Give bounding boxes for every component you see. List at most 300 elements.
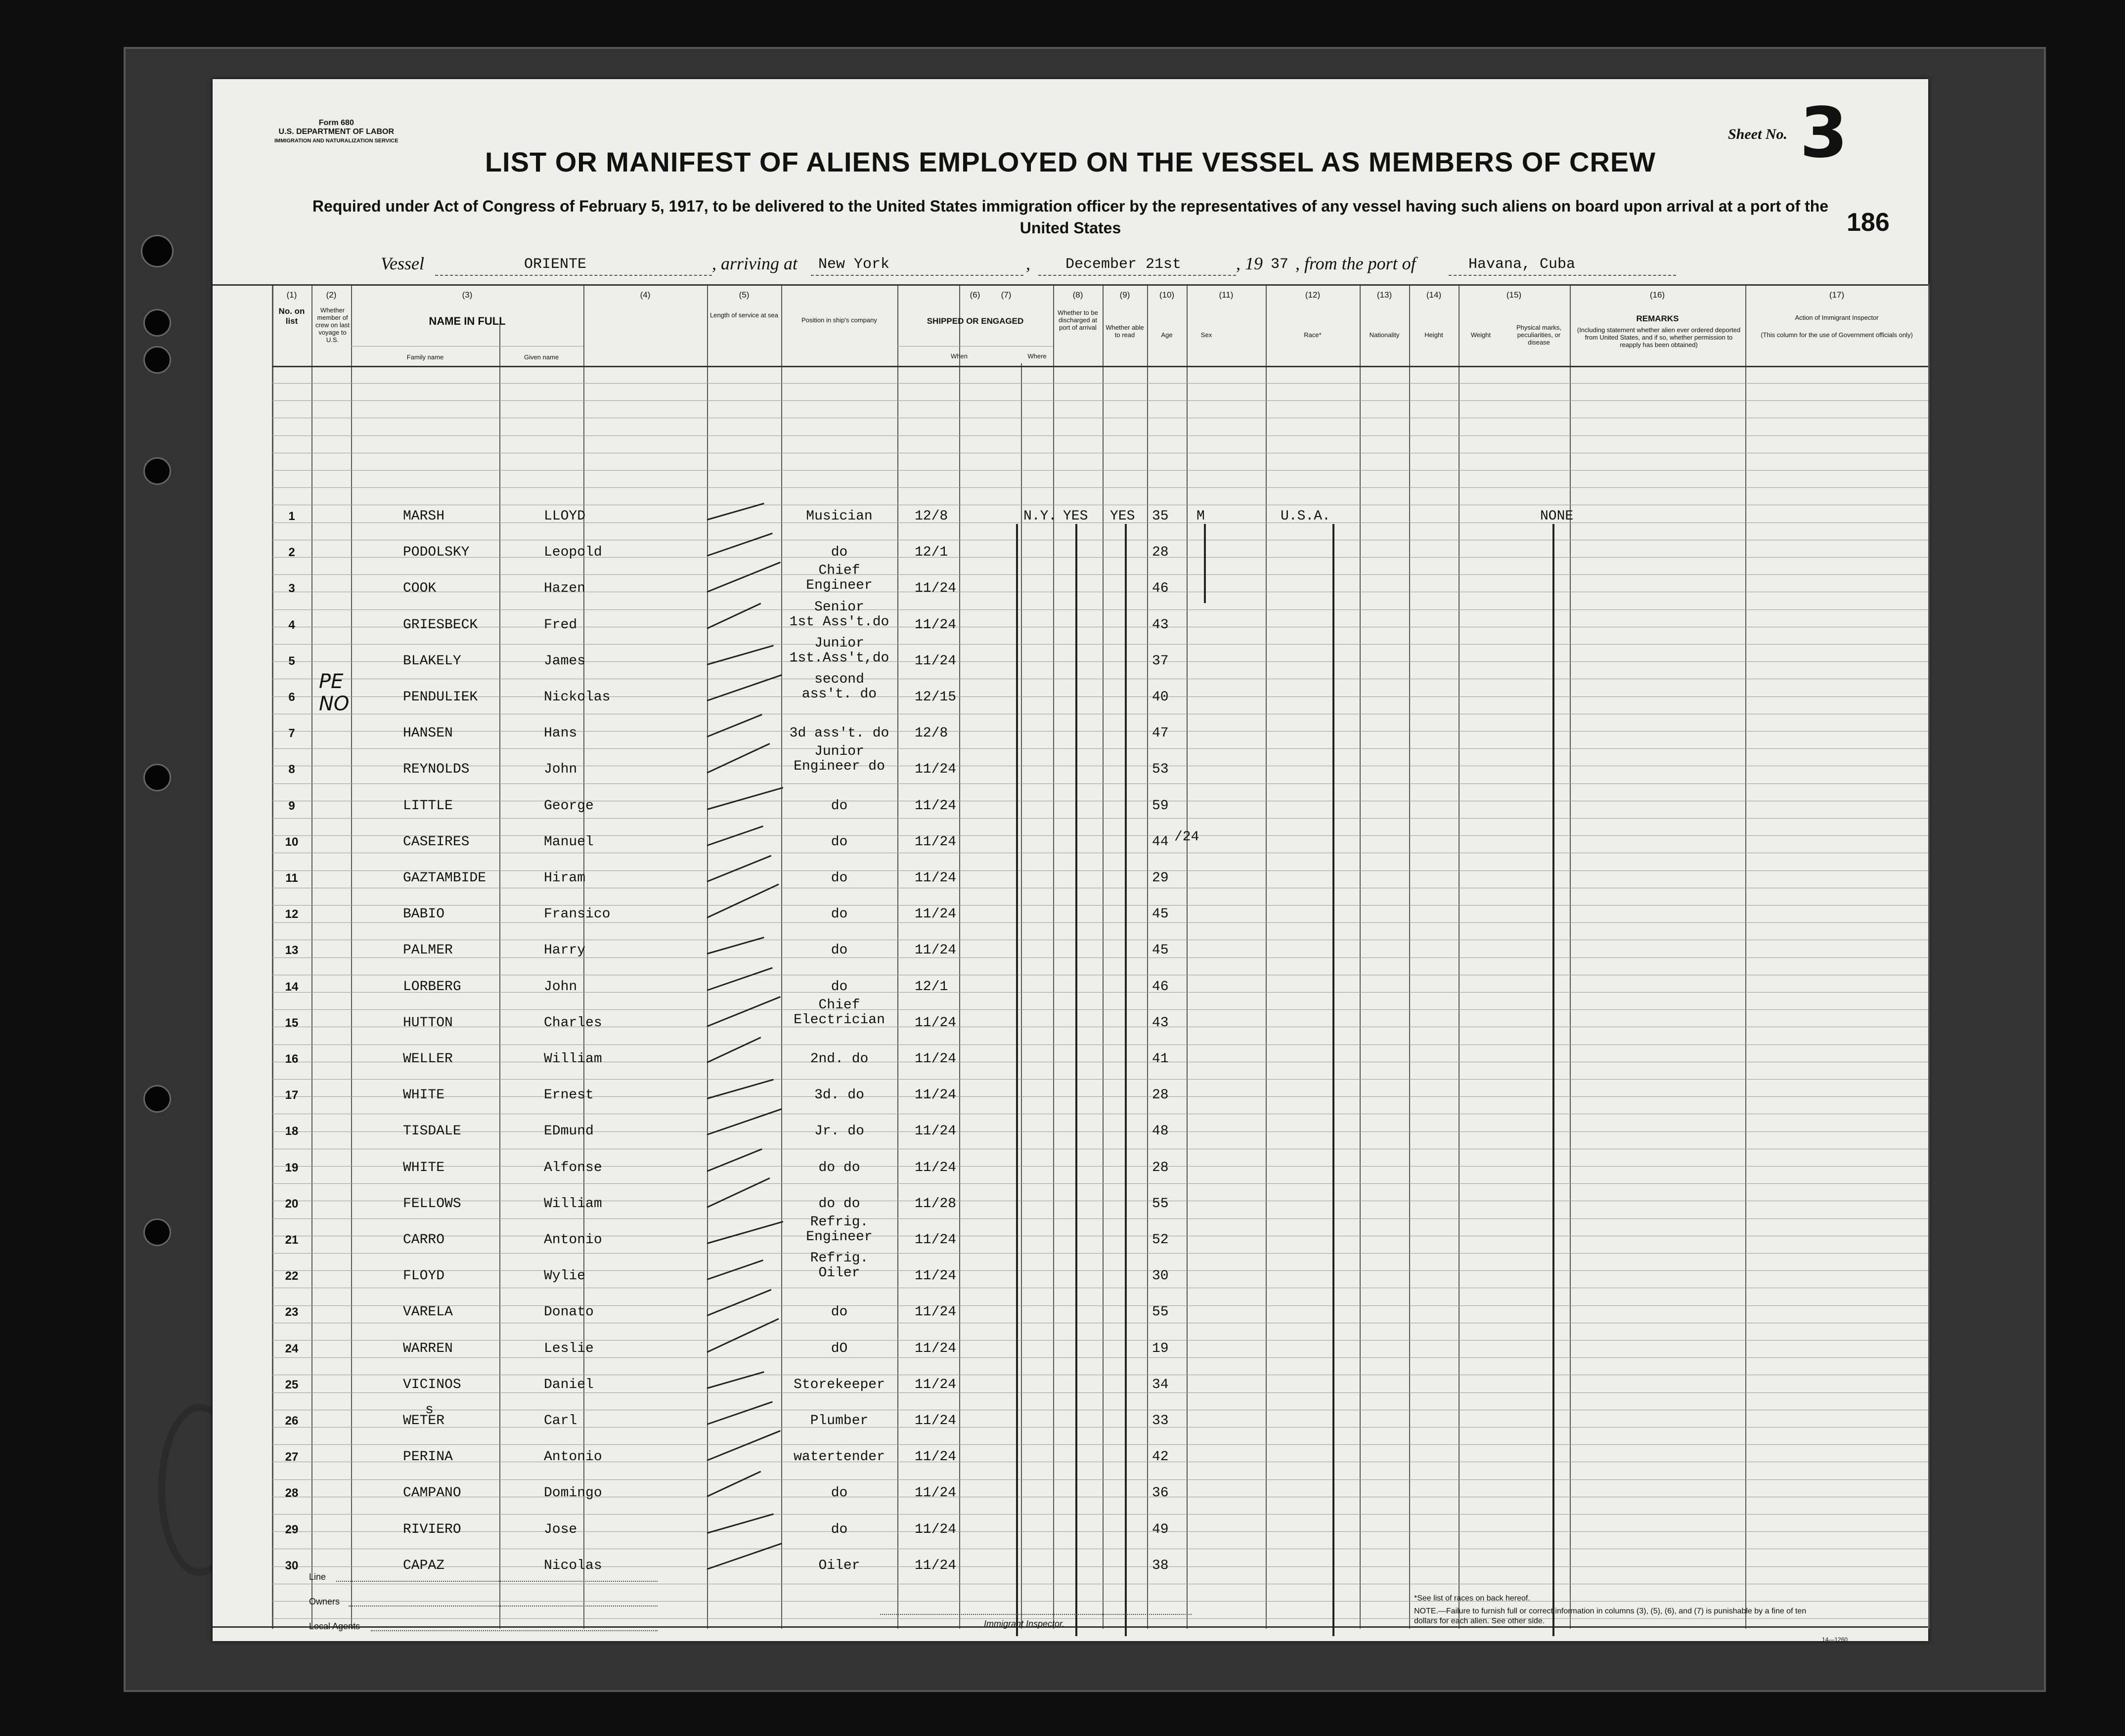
family-name: RIVIERO — [403, 1521, 461, 1537]
race-note: *See list of races on back hereof. — [1414, 1594, 1530, 1603]
position-line-2: Oiler — [818, 1265, 860, 1281]
header-remarks: REMARKS — [1636, 314, 1679, 323]
given-name: Fransico — [544, 907, 611, 922]
position: do do — [818, 1160, 860, 1175]
family-name: GRIESBECK — [403, 617, 478, 633]
shipped-where: N.Y. — [1023, 509, 1057, 524]
row-number: 17 — [285, 1088, 299, 1102]
column-number: (13) — [1376, 290, 1392, 300]
shipped-when: 11/24 — [915, 1124, 957, 1139]
family-name: CARRO — [403, 1232, 445, 1248]
header-where: Where — [1027, 352, 1047, 360]
departure-port: Havana, Cuba — [1468, 256, 1576, 273]
family-name: LORBERG — [403, 979, 461, 995]
sheet-label: Sheet No. — [1728, 126, 1787, 142]
owners-label: Owners — [309, 1597, 340, 1606]
binder-hole — [143, 1218, 171, 1246]
age: 37 — [1152, 653, 1169, 669]
given-name: Nickolas — [544, 690, 611, 705]
nationality: U.S.A. — [1281, 509, 1330, 524]
column-number: (14) — [1426, 290, 1442, 300]
position: do — [831, 907, 848, 922]
table-top-rule — [213, 284, 1928, 286]
physical-marks: NONE — [1540, 509, 1574, 524]
service-check-mark — [707, 1401, 773, 1425]
header-no-on-list: No. on list — [278, 306, 305, 326]
row-number: 24 — [285, 1342, 299, 1355]
family-name: PALMER — [403, 943, 453, 958]
position: Plumber — [810, 1413, 869, 1429]
family-name: WARREN — [403, 1341, 453, 1356]
given-name: Leopold — [544, 545, 602, 561]
grid-rule — [272, 1079, 1928, 1080]
grid-rule — [272, 1131, 1928, 1132]
row-number: 9 — [288, 799, 295, 813]
header-height: Height — [1424, 331, 1443, 339]
age: 28 — [1152, 545, 1169, 561]
header-discharged: Whether to be discharged at port of arrival — [1058, 309, 1098, 331]
given-name: Domingo — [544, 1485, 602, 1501]
penalty-note: NOTE.—Failure to furnish full or correct information in columns (3), (5), (6), and (7) is punishable by a fine of ten dollars for each alien. See other side. — [1414, 1607, 1807, 1625]
column-number: (4) — [640, 290, 651, 300]
grid-rule — [272, 470, 1928, 471]
shipped-when: 11/24 — [915, 1449, 957, 1465]
column-number: (1) — [286, 290, 297, 300]
grid-rule — [272, 383, 1928, 384]
age: 44 — [1152, 834, 1169, 850]
shipped-subheader-rule — [897, 346, 1053, 347]
position: do — [831, 870, 848, 886]
position: do do — [818, 1196, 860, 1212]
local-agents-label: Local Agents — [309, 1621, 360, 1631]
row-number: 25 — [285, 1378, 299, 1391]
position: do — [831, 798, 848, 814]
grid-rule — [272, 748, 1928, 749]
grid-rule — [272, 818, 1928, 819]
header-bottom-rule — [272, 366, 1928, 367]
print-code: 14—1260 — [1822, 1636, 1848, 1643]
position: do — [831, 1304, 848, 1320]
position-line-2: Engineer — [806, 1229, 873, 1245]
grid-rule — [272, 1305, 1928, 1306]
header-last-voyage: Whether member of crew on last voyage to U.S. — [315, 306, 350, 344]
family-name-correction: s — [425, 1402, 434, 1418]
age: 41 — [1152, 1051, 1169, 1067]
header-weight: Weight — [1470, 331, 1491, 339]
given-name: George — [544, 798, 594, 814]
grid-rule — [272, 1601, 1928, 1602]
row-number: 28 — [285, 1486, 299, 1500]
column-number: (16) — [1649, 290, 1665, 300]
grid-rule — [272, 922, 1928, 923]
position: do — [831, 943, 848, 958]
shipped-when: 12/15 — [915, 690, 957, 705]
shipped-when: 11/24 — [915, 798, 957, 814]
service-check-mark — [707, 855, 771, 882]
service-check-mark — [707, 884, 779, 918]
given-name: John — [544, 979, 577, 995]
ditto-line — [1552, 524, 1554, 1636]
form-number: Form 680 — [318, 119, 354, 127]
position-line-2: 1st Ass't.do — [789, 614, 889, 630]
row-number: 11 — [285, 871, 298, 885]
age: 55 — [1152, 1196, 1169, 1212]
family-name: WHITE — [403, 1160, 445, 1175]
handwritten-note: NO — [319, 693, 350, 715]
shipped-when: 11/24 — [915, 1485, 957, 1501]
row-number: 26 — [285, 1414, 299, 1428]
row-number: 27 — [285, 1450, 299, 1464]
given-name: James — [544, 653, 586, 669]
service-check-mark — [707, 1037, 761, 1063]
age: 42 — [1152, 1449, 1169, 1465]
service-check-mark — [707, 967, 773, 991]
position: Chief — [818, 563, 860, 579]
sex: M — [1196, 509, 1205, 524]
column-number: (9) — [1119, 290, 1130, 300]
shipped-when: 11/24 — [915, 943, 957, 958]
arrival-year: 37 — [1271, 256, 1289, 273]
age: 33 — [1152, 1413, 1169, 1429]
position: do — [831, 545, 848, 561]
position-line-2: Electrician — [794, 1012, 885, 1028]
year-label: , 19 — [1236, 254, 1263, 273]
age: 47 — [1152, 726, 1169, 741]
grid-rule — [272, 957, 1928, 958]
grid-rule — [272, 400, 1928, 401]
shipped-when: 11/24 — [915, 1087, 957, 1103]
age: 19 — [1152, 1341, 1169, 1356]
vessel-name: ORIENTE — [524, 256, 587, 273]
service-check-mark — [707, 1148, 762, 1172]
ditto-line — [1204, 524, 1206, 603]
service-check-mark — [707, 1289, 771, 1316]
header-able-to-read: Whether able to read — [1106, 324, 1144, 339]
shipped-when: 11/24 — [915, 1341, 957, 1356]
family-name: FLOYD — [403, 1268, 445, 1284]
row-number: 12 — [285, 908, 299, 921]
grid-rule — [272, 557, 1928, 558]
comma-1: , — [1026, 254, 1030, 273]
manifest-sheet — [213, 79, 1928, 1641]
grid-rule — [272, 1392, 1928, 1393]
grid-rule — [272, 644, 1928, 645]
column-number: (10) — [1159, 290, 1175, 300]
column-number: (3) — [462, 290, 473, 300]
row-number: 6 — [288, 691, 295, 704]
row-number: 22 — [285, 1269, 299, 1283]
grid-rule — [272, 1096, 1928, 1097]
able-to-read: YES — [1110, 509, 1135, 524]
handwritten-note: PE — [319, 670, 344, 693]
service-check-mark — [707, 645, 774, 665]
subcolumn-rule — [499, 324, 500, 1629]
position: Refrig. — [810, 1251, 869, 1266]
column-number: (5) — [739, 290, 750, 300]
row-number: 7 — [288, 727, 295, 740]
service-check-mark — [707, 1371, 764, 1389]
header-age: Age — [1161, 331, 1173, 339]
grid-rule — [272, 1566, 1928, 1567]
age: 53 — [1152, 762, 1169, 778]
grid-rule — [272, 487, 1928, 488]
row-number: 19 — [285, 1161, 299, 1174]
column-number: (6) — [970, 290, 980, 300]
grid-rule — [272, 1009, 1928, 1010]
family-name: GAZTAMBIDE — [403, 870, 487, 886]
given-name: Antonio — [544, 1232, 602, 1248]
service-check-mark — [707, 562, 780, 593]
shipped-when: 11/24 — [915, 870, 957, 886]
position-line-2: 1st.Ass't,do — [789, 650, 889, 666]
document-subtitle: Required under Act of Congress of February 5, 1917, to be delivered to the United States immigration officer by the representatives of any vessel having such aliens on board upon arrival at a port of the United States — [312, 197, 1829, 237]
age: 48 — [1152, 1124, 1169, 1139]
row-number: 2 — [288, 546, 295, 560]
given-name: Hiram — [544, 870, 586, 886]
grid-rule — [272, 609, 1928, 610]
shipped-when: 11/24 — [915, 1015, 957, 1031]
shipped-when: 11/28 — [915, 1196, 957, 1212]
service-check-mark — [707, 1259, 763, 1280]
grid-rule — [272, 574, 1928, 575]
grid-rule — [272, 835, 1928, 836]
header-name-in-full: NAME IN FULL — [429, 315, 506, 327]
family-name: HUTTON — [403, 1015, 453, 1031]
given-name: Wylie — [544, 1268, 586, 1284]
column-number: (7) — [1001, 290, 1012, 300]
grid-rule — [272, 1218, 1928, 1219]
row-number: 21 — [285, 1233, 299, 1247]
family-name: TISDALE — [403, 1124, 461, 1139]
family-name: CAMPANO — [403, 1485, 461, 1501]
ditto-line — [1125, 524, 1127, 1636]
given-name: Daniel — [544, 1377, 594, 1392]
row-number: 29 — [285, 1522, 299, 1536]
service-check-mark — [707, 1177, 770, 1208]
shipped-when: 11/24 — [915, 581, 957, 597]
grid-rule — [272, 1531, 1928, 1532]
family-name: BLAKELY — [403, 653, 461, 669]
binder-hole — [143, 1085, 171, 1113]
row-number: 5 — [288, 654, 295, 668]
given-name: Carl — [544, 1413, 577, 1429]
position: do — [831, 1521, 848, 1537]
from-port-label: , from the port of — [1295, 254, 1416, 273]
position: Musician — [806, 509, 873, 524]
given-name: Nicolas — [544, 1558, 602, 1573]
ditto-line — [1016, 524, 1018, 1636]
name-subheader-rule — [351, 346, 583, 347]
given-name: LLOYD — [544, 509, 586, 524]
family-name: PERINA — [403, 1449, 453, 1465]
grid-rule — [272, 696, 1928, 697]
document-title: LIST OR MANIFEST OF ALIENS EMPLOYED ON THE VESSEL AS MEMBERS OF CREW — [485, 146, 1656, 177]
given-name: William — [544, 1196, 602, 1212]
row-number: 13 — [285, 944, 299, 957]
shipped-when: 11/24 — [915, 1051, 957, 1067]
shipped-when: 11/24 — [915, 1377, 957, 1392]
position: watertender — [794, 1449, 885, 1465]
family-name: WHITE — [403, 1087, 445, 1103]
position-line-2: Engineer do — [794, 759, 885, 775]
row-number: 16 — [285, 1052, 299, 1066]
shipped-when: 11/24 — [915, 1521, 957, 1537]
header-inspector-action: Action of Immigrant Inspector — [1795, 314, 1879, 321]
binder-hole — [143, 764, 171, 791]
position: 3d ass't. do — [789, 726, 889, 741]
binder-hole — [143, 346, 171, 374]
age: 29 — [1152, 870, 1169, 886]
given-name: Harry — [544, 943, 586, 958]
crew-table — [213, 284, 1928, 1629]
age: 59 — [1152, 798, 1169, 814]
shipped-when: 11/24 — [915, 1413, 957, 1429]
header-position: Position in ship's company — [801, 316, 877, 324]
discharged-at-arrival: YES — [1063, 509, 1088, 524]
given-name: John — [544, 762, 577, 778]
age: 55 — [1152, 1304, 1169, 1320]
family-name: WELLER — [403, 1051, 453, 1067]
ditto-line — [1332, 524, 1334, 1636]
form-identifier — [274, 119, 398, 145]
grid-rule — [272, 1340, 1928, 1341]
service-check-mark — [707, 1221, 784, 1244]
age: 36 — [1152, 1485, 1169, 1501]
voyage-line — [381, 253, 1839, 278]
header-remarks-note: (Including statement whether alien ever ordered deported from United States, and if so, whether permission to reapply has been obtained) — [1577, 326, 1741, 348]
shipped-when: 12/8 — [915, 509, 948, 524]
position: Oiler — [818, 1558, 860, 1573]
grid-rule — [272, 1166, 1928, 1167]
ditto-line — [1075, 524, 1077, 1636]
service-check-mark — [707, 1430, 780, 1461]
position: Jr. do — [814, 1124, 864, 1139]
header-length-of-service: Length of service at sea — [709, 311, 779, 319]
shipped-when: 11/24 — [915, 907, 957, 922]
grid-rule — [272, 1514, 1928, 1515]
age: 49 — [1152, 1521, 1169, 1537]
given-name: Hans — [544, 726, 577, 741]
arrival-port: New York — [818, 256, 890, 273]
service-check-mark — [707, 714, 762, 738]
shipped-when: 11/24 — [915, 1304, 957, 1320]
age: 52 — [1152, 1232, 1169, 1248]
position-line-2: ass't. do — [801, 687, 877, 702]
grid-rule — [272, 1357, 1928, 1358]
grid-rule — [272, 661, 1928, 662]
age: 35 — [1152, 509, 1169, 524]
family-name: PENDULIEK — [403, 690, 478, 705]
grid-rule — [272, 905, 1928, 906]
row-number: 30 — [285, 1559, 299, 1572]
given-name: Antonio — [544, 1449, 602, 1465]
column-rule — [1928, 284, 1930, 1629]
position: Storekeeper — [794, 1377, 885, 1392]
grid-rule — [272, 1183, 1928, 1184]
family-name: LITTLE — [403, 798, 453, 814]
age: 43 — [1152, 1015, 1169, 1031]
column-number: (17) — [1829, 290, 1845, 300]
row-number: 8 — [288, 763, 295, 777]
grid-rule — [272, 1253, 1928, 1254]
stamp-number: 186 — [1847, 208, 1890, 237]
arrival-date: December 21st — [1065, 256, 1182, 273]
header-family-name: Family name — [406, 353, 444, 361]
given-name: Alfonse — [544, 1160, 602, 1175]
age: 30 — [1152, 1268, 1169, 1284]
header-race: Race* — [1304, 331, 1322, 339]
age-correction: /24 — [1174, 829, 1199, 845]
family-name: VARELA — [403, 1304, 453, 1320]
service-check-mark — [707, 1543, 782, 1570]
header-inspector-note: (This column for the use of Government officials only) — [1761, 331, 1913, 339]
family-name: PODOLSKY — [403, 545, 470, 561]
header-sex: Sex — [1200, 331, 1212, 339]
family-name: VICINOS — [403, 1377, 461, 1392]
given-name: Charles — [544, 1015, 602, 1031]
column-number: (15) — [1506, 290, 1522, 300]
age: 45 — [1152, 943, 1169, 958]
shipped-when: 11/24 — [915, 834, 957, 850]
binder-hole — [143, 309, 171, 337]
table-bottom-rule — [213, 1626, 1928, 1628]
service-check-mark — [707, 743, 770, 774]
service-name: IMMIGRATION AND NATURALIZATION SERVICE — [274, 138, 398, 144]
given-name: EDmund — [544, 1124, 594, 1139]
column-number: (2) — [326, 290, 337, 300]
shipped-when: 12/1 — [915, 979, 948, 995]
family-name: FELLOWS — [403, 1196, 461, 1212]
row-number: 18 — [285, 1125, 299, 1138]
shipped-when: 11/24 — [915, 617, 957, 633]
vessel-label: Vessel — [381, 254, 424, 273]
family-name: REYNOLDS — [403, 762, 470, 778]
position: Senior — [814, 599, 864, 615]
service-check-mark — [707, 1513, 774, 1533]
grid-rule — [272, 731, 1928, 732]
family-name: WETER — [403, 1413, 445, 1429]
column-number: (12) — [1305, 290, 1321, 300]
subcolumn-rule — [1021, 363, 1022, 1629]
column-number: (11) — [1219, 290, 1234, 300]
grid-rule — [272, 1479, 1928, 1480]
grid-rule — [272, 1044, 1928, 1045]
grid-rule — [272, 1444, 1928, 1445]
position: 2nd. do — [810, 1051, 869, 1067]
given-name: Hazen — [544, 581, 586, 597]
header-nationality: Nationality — [1369, 331, 1400, 339]
row-number: 23 — [285, 1305, 299, 1319]
service-check-mark — [707, 533, 773, 557]
arriving-label: , arriving at — [712, 254, 798, 273]
age: 34 — [1152, 1377, 1169, 1392]
age: 28 — [1152, 1087, 1169, 1103]
row-number: 14 — [285, 980, 299, 994]
department-name: U.S. DEPARTMENT OF LABOR — [278, 128, 395, 136]
age: 46 — [1152, 581, 1169, 597]
position: do — [831, 979, 848, 995]
shipped-when: 11/24 — [915, 1160, 957, 1175]
position: Refrig. — [810, 1215, 869, 1230]
position: do — [831, 834, 848, 850]
header-when: When — [951, 352, 968, 360]
given-name: Leslie — [544, 1341, 594, 1356]
position: second — [814, 672, 864, 687]
inspector-signature-label: Immigrant Inspector. — [984, 1619, 1065, 1629]
grid-rule — [272, 435, 1928, 436]
position: Junior — [814, 635, 864, 651]
age: 46 — [1152, 979, 1169, 995]
